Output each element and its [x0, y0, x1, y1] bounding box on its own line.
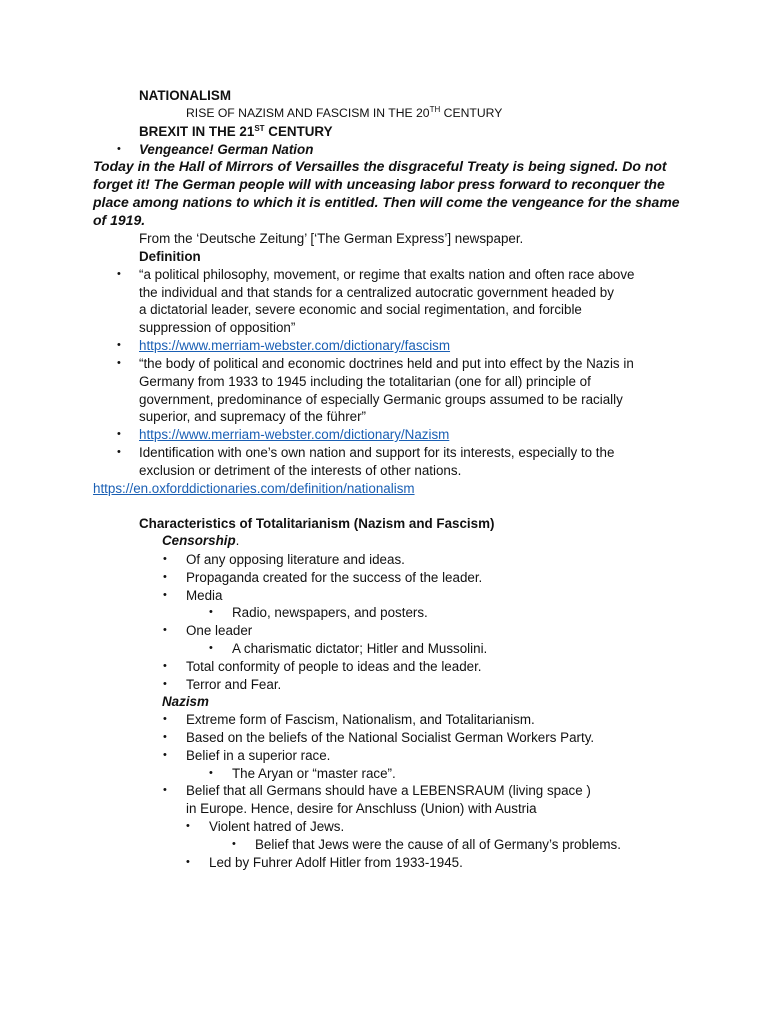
bullet-icon: • [163, 678, 167, 690]
list-item: The Aryan or “master race”. [232, 766, 396, 781]
nazism-definition-line: government, predominance of especially Germanic groups assumed to be racially [139, 392, 623, 407]
bullet-icon: • [163, 624, 167, 636]
heading-vengeance: Vengeance! German Nation [139, 142, 314, 157]
quote-source: From the ‘Deutsche Zeitung’ [‘The German Express’] newspaper. [139, 231, 524, 246]
subtitle-end-text: CENTURY [440, 106, 503, 120]
brexit-main-text: BREXIT IN THE 21 [139, 124, 255, 139]
vengeance-quote-line: place among nations to which it is entitled. Then will come the vengeance for the shame [93, 194, 680, 210]
bullet-icon: • [163, 589, 167, 601]
bullet-icon: • [163, 749, 167, 761]
list-item: Based on the beliefs of the National Socialist German Workers Party. [186, 730, 595, 745]
list-item: Propaganda created for the success of the leader. [186, 570, 483, 585]
subtitle-rise-of-nazism [186, 105, 502, 123]
list-item: Media [186, 588, 223, 603]
subtitle-main-text: RISE OF NAZISM AND FASCISM IN THE 20 [186, 106, 430, 120]
bullet-icon: • [117, 428, 121, 440]
bullet-icon: • [186, 856, 190, 868]
nazism-definition-line: Germany from 1933 to 1945 including the totalitarian (one for all) principle of [139, 374, 591, 389]
heading-nazism: Nazism [162, 694, 209, 709]
bullet-icon: • [209, 606, 213, 618]
bullet-icon: • [163, 571, 167, 583]
fascism-definition-line: suppression of opposition” [139, 320, 296, 335]
vengeance-quote-line: Today in the Hall of Mirrors of Versailles the disgraceful Treaty is being signed. Do not [93, 158, 667, 174]
bullet-icon: • [163, 784, 167, 796]
list-item: Total conformity of people to ideas and the leader. [186, 659, 482, 674]
subtitle-superscript: TH [429, 105, 441, 114]
list-item: Belief that all Germans should have a LEBENSRAUM (living space ) [186, 783, 591, 798]
nationalism-definition-line: Identification with one’s own nation and support for its interests, especially to the [139, 445, 615, 460]
bullet-icon: • [117, 268, 121, 280]
list-item: Belief that Jews were the cause of all of Germany’s problems. [255, 837, 621, 852]
list-item: Terror and Fear. [186, 677, 282, 692]
list-item-continuation: in Europe. Hence, desire for Anschluss (Union) with Austria [186, 801, 537, 816]
vengeance-quote-line: of 1919. [93, 212, 146, 228]
bullet-icon: • [186, 820, 190, 832]
bullet-icon: • [163, 660, 167, 672]
heading-brexit [139, 123, 333, 141]
nazism-definition-line: “the body of political and economic doctrines held and put into effect by the Nazis in [139, 356, 634, 371]
list-item: Violent hatred of Jews. [209, 819, 345, 834]
bullet-icon: • [117, 143, 121, 155]
fascism-definition-line: “a political philosophy, movement, or regime that exalts nation and often race above [139, 267, 635, 282]
list-item: Of any opposing literature and ideas. [186, 552, 405, 567]
nationalism-definition-line: exclusion or detriment of the interests of other nations. [139, 463, 462, 478]
bullet-icon: • [163, 553, 167, 565]
censorship-period: . [235, 533, 240, 548]
bullet-icon: • [117, 357, 121, 369]
fascism-definition-line: the individual and that stands for a centralized autocratic government headed by [139, 285, 614, 300]
nationalism-link[interactable]: https://en.oxforddictionaries.com/definition/nationalism [93, 481, 415, 496]
list-item: Radio, newspapers, and posters. [232, 605, 428, 620]
fascism-link[interactable]: https://www.merriam-webster.com/dictionary/fascism [139, 338, 451, 353]
fascism-definition-line: a dictatorial leader, severe economic and social regimentation, and forcible [139, 302, 582, 317]
bullet-icon: • [163, 713, 167, 725]
bullet-icon: • [117, 446, 121, 458]
list-item: One leader [186, 623, 253, 638]
heading-totalitarianism: Characteristics of Totalitarianism (Nazism and Fascism) [139, 516, 495, 531]
bullet-icon: • [232, 838, 236, 850]
list-item: A charismatic dictator; Hitler and Mussolini. [232, 641, 488, 656]
bullet-icon: • [209, 767, 213, 779]
bullet-icon: • [163, 731, 167, 743]
heading-definition: Definition [139, 249, 201, 264]
document-title: NATIONALISM [139, 88, 231, 103]
brexit-superscript: ST [254, 124, 265, 133]
nazism-definition-line: superior, and supremacy of the führer” [139, 409, 367, 424]
nazism-link[interactable]: https://www.merriam-webster.com/dictionary/Nazism [139, 427, 450, 442]
vengeance-quote-line: forget it! The German people will with unceasing labor press forward to reconquer the [93, 176, 665, 192]
list-item: Extreme form of Fascism, Nationalism, and Totalitarianism. [186, 712, 535, 727]
brexit-end-text: CENTURY [264, 124, 333, 139]
list-item: Led by Fuhrer Adolf Hitler from 1933-1945. [209, 855, 463, 870]
list-item: Belief in a superior race. [186, 748, 331, 763]
bullet-icon: • [209, 642, 213, 654]
censorship-label: Censorship [162, 533, 236, 548]
bullet-icon: • [117, 339, 121, 351]
heading-censorship [162, 532, 239, 550]
